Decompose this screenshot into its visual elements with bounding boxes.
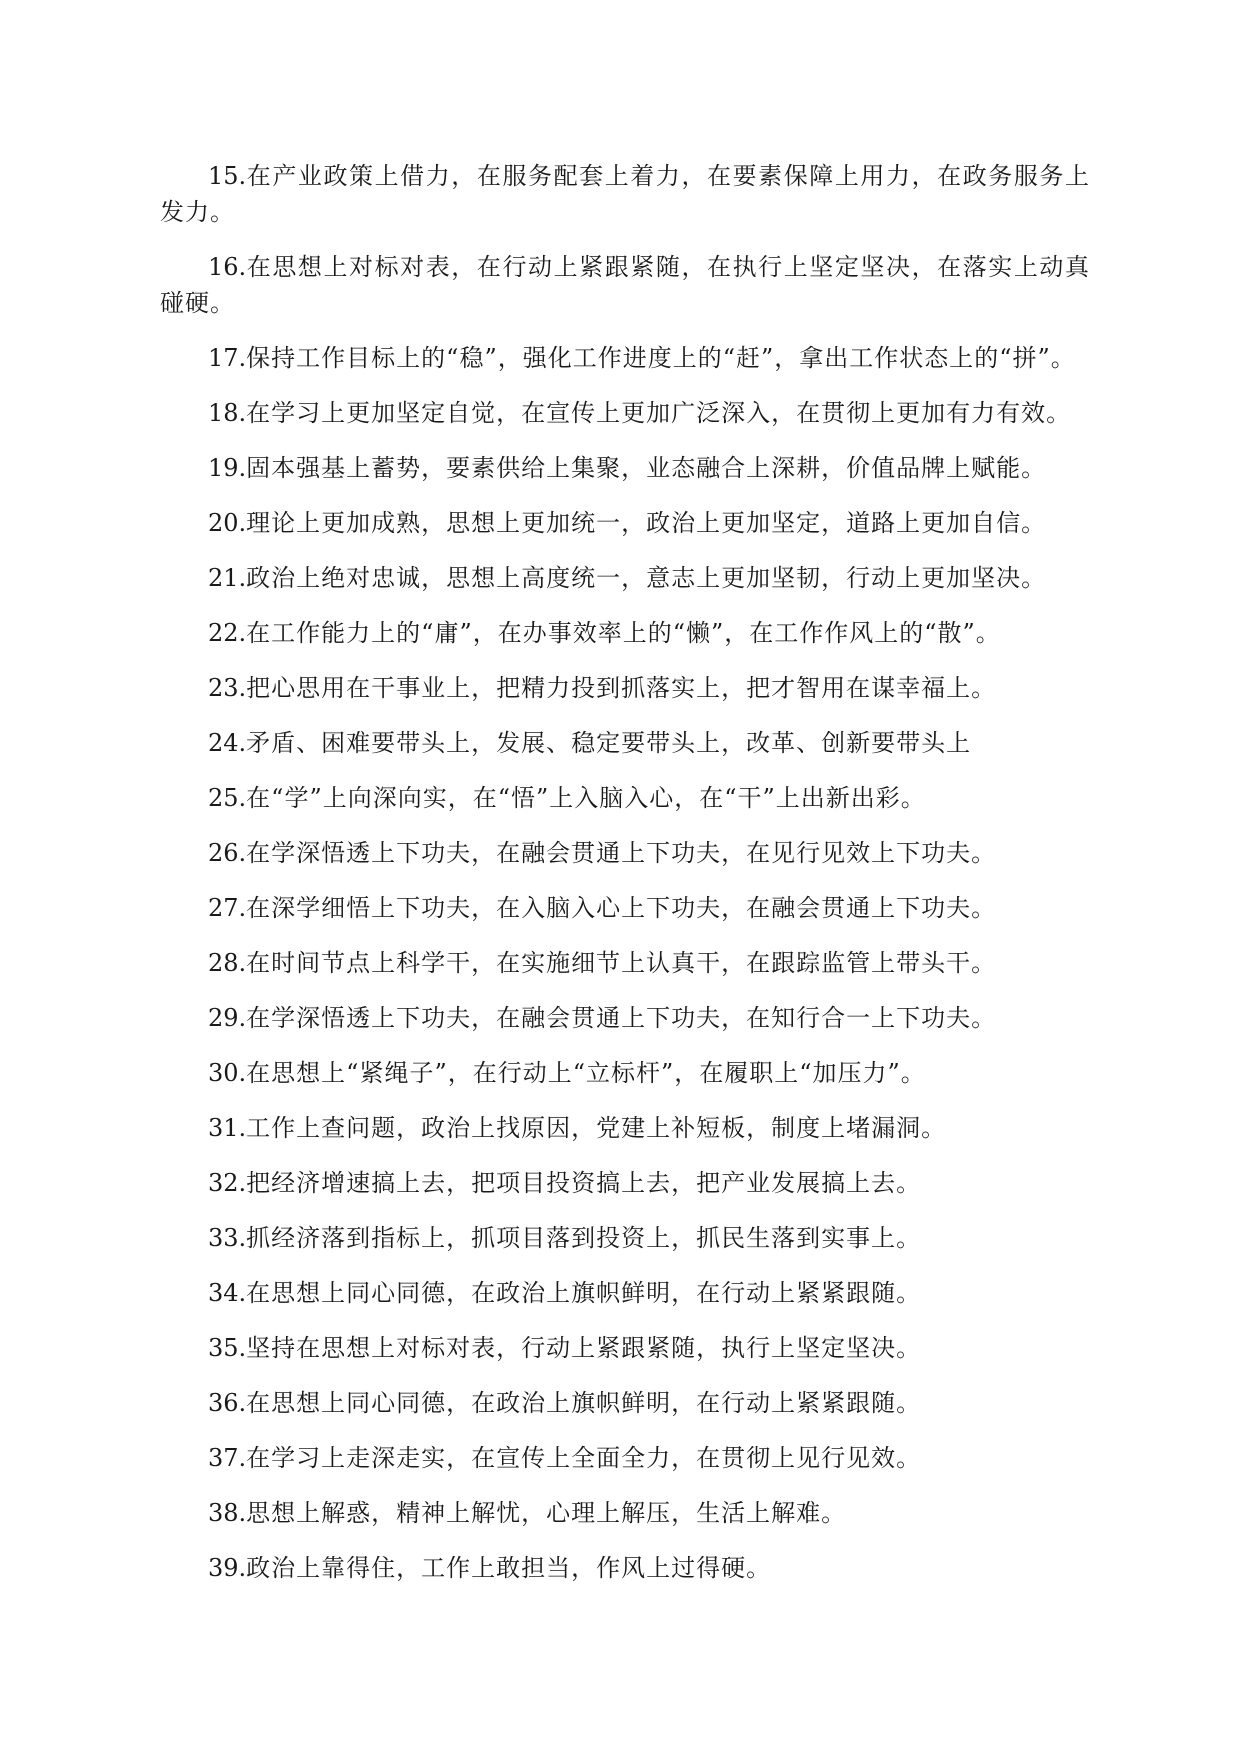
item-text: 抓经济落到指标上，抓项目落到投资上，抓民生落到实事上。 xyxy=(246,1224,922,1252)
item-number: 30. xyxy=(208,1059,247,1087)
item-text: 工作上查问题，政治上找原因，党建上补短板，制度上堵漏洞。 xyxy=(246,1114,947,1142)
list-item xyxy=(160,158,1090,230)
list-item xyxy=(160,1055,1090,1091)
item-number: 18. xyxy=(208,399,247,427)
item-number: 29. xyxy=(208,1004,247,1032)
item-text: 在思想上同心同德，在政治上旗帜鲜明，在行动上紧紧跟随。 xyxy=(246,1279,922,1307)
item-number: 20. xyxy=(208,509,247,537)
list-item xyxy=(160,1165,1090,1201)
list-item xyxy=(160,1385,1090,1421)
item-number: 38. xyxy=(208,1499,247,1527)
document-page xyxy=(160,158,1090,1605)
item-text: 在“学”上向深向实，在“悟”上入脑入心，在“干”上出新出彩。 xyxy=(246,784,926,812)
list-item xyxy=(160,450,1090,486)
item-text: 思想上解惑，精神上解忧，心理上解压，生活上解难。 xyxy=(246,1499,847,1527)
item-text: 政治上靠得住，工作上敢担当，作风上过得硬。 xyxy=(246,1554,772,1582)
item-text: 在思想上同心同德，在政治上旗帜鲜明，在行动上紧紧跟随。 xyxy=(246,1389,922,1417)
item-number: 37. xyxy=(208,1444,247,1472)
item-text: 保持工作目标上的“稳”，强化工作进度上的“赶”，拿出工作状态上的“拼”。 xyxy=(246,344,1076,372)
item-number: 32. xyxy=(208,1169,247,1197)
item-text: 在工作能力上的“庸”，在办事效率上的“懒”，在工作作风上的“散”。 xyxy=(246,619,1001,647)
item-number: 33. xyxy=(208,1224,247,1252)
item-number: 28. xyxy=(208,949,247,977)
item-number: 15. xyxy=(208,162,247,190)
list-item xyxy=(160,249,1090,321)
item-text: 在思想上“紧绳子”，在行动上“立标杆”，在履职上“加压力”。 xyxy=(246,1059,926,1087)
list-item xyxy=(160,1000,1090,1036)
list-item xyxy=(160,1550,1090,1586)
list-item xyxy=(160,1330,1090,1366)
item-number: 17. xyxy=(208,344,247,372)
item-number: 34. xyxy=(208,1279,247,1307)
list-item xyxy=(160,615,1090,651)
item-text: 矛盾、困难要带头上，发展、稳定要带头上，改革、创新要带头上 xyxy=(246,729,972,757)
item-number: 26. xyxy=(208,839,247,867)
item-text: 在学习上走深走实，在宣传上全面全力，在贯彻上见行见效。 xyxy=(246,1444,922,1472)
item-text: 把经济增速搞上去，把项目投资搞上去，把产业发展搞上去。 xyxy=(246,1169,922,1197)
list-item xyxy=(160,835,1090,871)
item-number: 36. xyxy=(208,1389,247,1417)
numbered-list xyxy=(160,158,1090,1586)
item-number: 24. xyxy=(208,729,247,757)
item-number: 25. xyxy=(208,784,247,812)
list-item xyxy=(160,670,1090,706)
list-item xyxy=(160,1220,1090,1256)
item-number: 22. xyxy=(208,619,247,647)
item-text: 固本强基上蓄势，要素供给上集聚，业态融合上深耕，价值品牌上赋能。 xyxy=(246,454,1047,482)
item-number: 31. xyxy=(208,1114,247,1142)
item-number: 21. xyxy=(208,564,247,592)
item-text: 在学深悟透上下功夫，在融会贯通上下功夫，在知行合一上下功夫。 xyxy=(246,1004,997,1032)
item-text: 理论上更加成熟，思想上更加统一，政治上更加坚定，道路上更加自信。 xyxy=(246,509,1047,537)
item-text: 在时间节点上科学干，在实施细节上认真干，在跟踪监管上带头干。 xyxy=(246,949,997,977)
list-item xyxy=(160,1440,1090,1476)
list-item xyxy=(160,890,1090,926)
item-number: 19. xyxy=(208,454,247,482)
item-text: 在深学细悟上下功夫，在入脑入心上下功夫，在融会贯通上下功夫。 xyxy=(246,894,997,922)
item-text: 在学深悟透上下功夫，在融会贯通上下功夫，在见行见效上下功夫。 xyxy=(246,839,997,867)
list-item xyxy=(160,1275,1090,1311)
item-text: 坚持在思想上对标对表，行动上紧跟紧随，执行上坚定坚决。 xyxy=(246,1334,922,1362)
list-item xyxy=(160,395,1090,431)
item-number: 35. xyxy=(208,1334,247,1362)
item-number: 39. xyxy=(208,1554,247,1582)
item-text: 在学习上更加坚定自觉，在宣传上更加广泛深入，在贯彻上更加有力有效。 xyxy=(246,399,1072,427)
item-text: 把心思用在干事业上，把精力投到抓落实上，把才智用在谋幸福上。 xyxy=(246,674,997,702)
list-item xyxy=(160,1110,1090,1146)
list-item xyxy=(160,560,1090,596)
list-item xyxy=(160,945,1090,981)
list-item xyxy=(160,725,1090,761)
item-number: 23. xyxy=(208,674,247,702)
item-number: 16. xyxy=(208,253,247,281)
list-item xyxy=(160,1495,1090,1531)
item-text: 政治上绝对忠诚，思想上高度统一，意志上更加坚韧，行动上更加坚决。 xyxy=(246,564,1047,592)
item-number: 27. xyxy=(208,894,247,922)
item-text: 在产业政策上借力，在服务配套上着力，在要素保障上用力，在政务服务上发力。 xyxy=(160,162,1090,226)
list-item xyxy=(160,340,1090,376)
list-item xyxy=(160,505,1090,541)
list-item xyxy=(160,780,1090,816)
item-text: 在思想上对标对表，在行动上紧跟紧随，在执行上坚定坚决，在落实上动真碰硬。 xyxy=(160,253,1090,317)
